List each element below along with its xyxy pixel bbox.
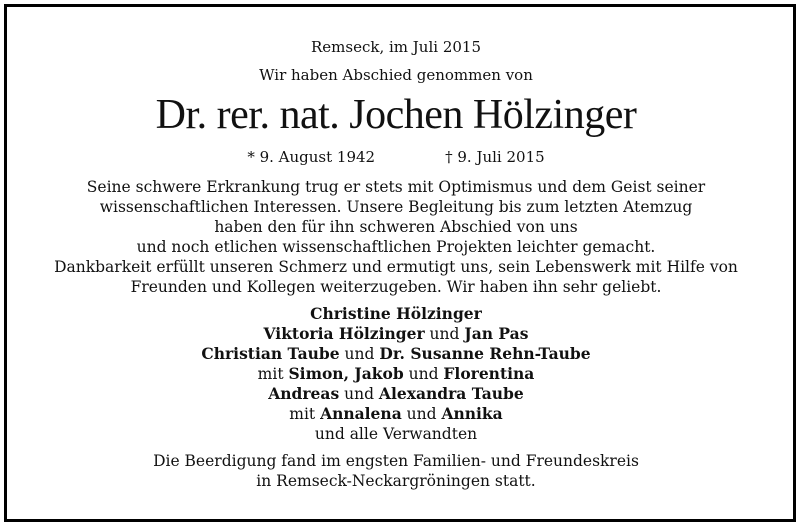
message-line: Freunden und Kollegen weiterzugeben. Wir haben ihn sehr geliebt. bbox=[130, 278, 662, 296]
mourner-line: Christian Taube und Dr. Susanne Rehn-Taube bbox=[201, 344, 591, 363]
intro-text: Wir haben Abschied genommen von bbox=[259, 66, 533, 84]
mourner-name: Jan Pas bbox=[464, 324, 529, 343]
mourner-name: Christine Hölzinger bbox=[310, 304, 482, 323]
death-date: † 9. Juli 2015 bbox=[445, 148, 545, 166]
message-line: Dankbarkeit erfüllt unseren Schmerz und ermutigt uns, sein Lebenswerk mit Hilfe von bbox=[54, 258, 738, 276]
mourner-line: mit Simon, Jakob und Florentina bbox=[257, 364, 535, 383]
mourner-line: Andreas und Alexandra Taube bbox=[268, 384, 524, 403]
mourner-name: Florentina bbox=[443, 364, 535, 383]
mourner-line: mit Annalena und Annika bbox=[289, 404, 503, 423]
mourner-name: Christian Taube bbox=[201, 344, 340, 363]
message-line: haben den für ihn schweren Abschied von uns bbox=[214, 218, 578, 236]
mourner-name: Annika bbox=[441, 404, 503, 423]
mourner-line: Viktoria Hölzinger und Jan Pas bbox=[263, 324, 529, 343]
mourner-name: Alexandra Taube bbox=[378, 384, 524, 403]
mourner-name: Dr. Susanne Rehn-Taube bbox=[379, 344, 591, 363]
deceased-name: Dr. rer. nat. Jochen Hölzinger bbox=[155, 92, 637, 138]
mourner-name: Annalena bbox=[320, 404, 402, 423]
funeral-note: Die Beerdigung fand im engsten Familien- und Freundeskreis bbox=[153, 452, 639, 470]
place-date: Remseck, im Juli 2015 bbox=[311, 38, 481, 56]
mourner-line bbox=[0, 304, 792, 324]
mourner-line: und alle Verwandten bbox=[314, 425, 478, 443]
life-dates bbox=[0, 147, 792, 167]
mourner-name: Simon, Jakob bbox=[288, 364, 404, 383]
message-line: Seine schwere Erkrankung trug er stets mit Optimismus und dem Geist seiner bbox=[86, 178, 706, 196]
message-line: wissenschaftlichen Interessen. Unsere Begleitung bis zum letzten Atemzug bbox=[99, 198, 693, 216]
message-line: und noch etlichen wissenschaftlichen Projekten leichter gemacht. bbox=[136, 238, 656, 256]
birth-date: * 9. August 1942 bbox=[247, 148, 376, 166]
mourner-name: Viktoria Hölzinger bbox=[263, 324, 425, 343]
funeral-note: in Remseck-Neckargröningen statt. bbox=[256, 472, 536, 490]
mourner-name: Andreas bbox=[268, 384, 340, 403]
